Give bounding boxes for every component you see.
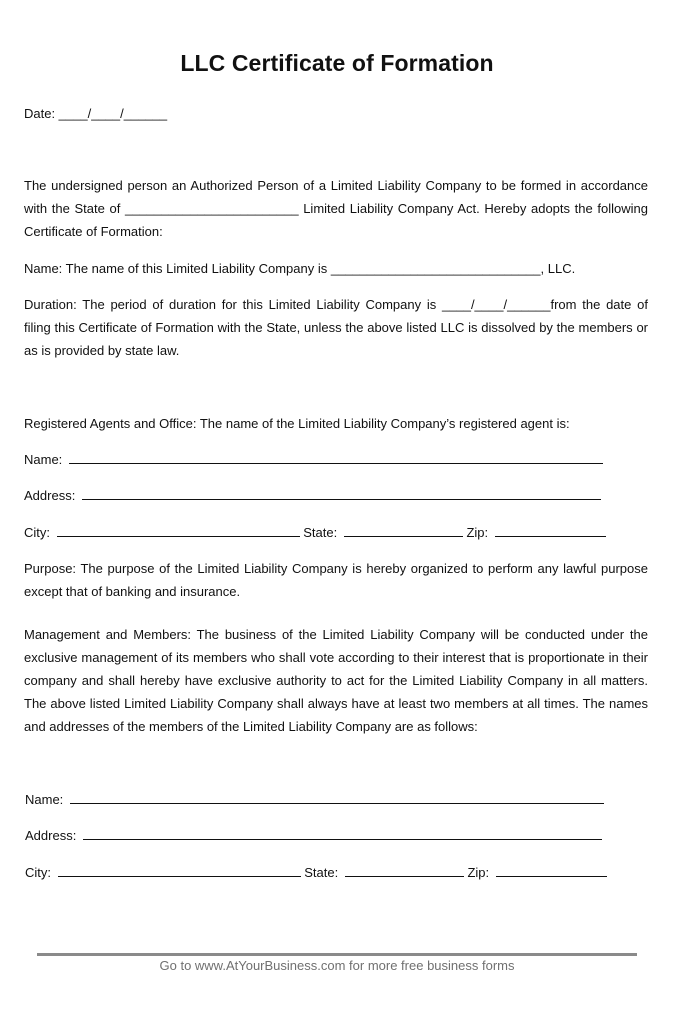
member-address-label: Address: bbox=[25, 828, 77, 843]
agent-city-label: City: bbox=[24, 525, 50, 540]
agent-name-blank[interactable] bbox=[69, 449, 603, 464]
agent-name-field bbox=[24, 448, 603, 471]
name-clause: Name: The name of this Limited Liability Company is _____________________________, LLC. bbox=[24, 261, 576, 276]
member-address-blank[interactable] bbox=[83, 825, 602, 840]
footer-divider bbox=[37, 953, 637, 956]
member-city-state-zip-field bbox=[25, 861, 607, 884]
agent-address-blank[interactable] bbox=[82, 485, 601, 500]
purpose-paragraph: Purpose: The purpose of the Limited Liability Company is hereby organized to perform any lawful purpose except that of banking and insurance. bbox=[24, 561, 648, 599]
member-zip-label: Zip: bbox=[467, 865, 490, 880]
intro-paragraph: The undersigned person an Authorized Person of a Limited Liability Company to be formed in accordance with the State of ________________________ Limited Liability Company Act. Hereby adopts the following Certificate of Formation: bbox=[24, 178, 648, 239]
footer-text: Go to www.AtYourBusiness.com for more free business forms bbox=[159, 958, 515, 973]
agent-zip-label: Zip: bbox=[466, 525, 489, 540]
agent-zip-blank[interactable] bbox=[495, 522, 606, 537]
member-city-label: City: bbox=[25, 865, 51, 880]
member-name-label: Name: bbox=[25, 792, 64, 807]
member-address-field bbox=[25, 824, 602, 847]
agent-state-label: State: bbox=[303, 525, 338, 540]
agent-name-label: Name: bbox=[24, 452, 63, 467]
management-paragraph: Management and Members: The business of the Limited Liability Company will be conducted under the exclusive management of its members who shall vote according to their interest that is proportionate in their company and shall hereby have exclusive authority to act for the Limited Liability Company in all matters. The above listed Limited Liability Company shall always have at least two members at all times. The names and addresses of the members of the Limited Liability Company are as follows: bbox=[24, 627, 648, 734]
date-line: Date: ____/____/______ bbox=[24, 106, 168, 121]
agent-city-state-zip-field bbox=[24, 521, 606, 544]
member-name-field bbox=[25, 788, 604, 811]
document-title: LLC Certificate of Formation bbox=[180, 50, 494, 76]
member-name-blank[interactable] bbox=[70, 789, 604, 804]
registered-agent-heading: Registered Agents and Office: The name of the Limited Liability Company’s registered agent is: bbox=[24, 416, 570, 431]
agent-address-label: Address: bbox=[24, 488, 76, 503]
agent-state-blank[interactable] bbox=[344, 522, 463, 537]
member-state-blank[interactable] bbox=[345, 862, 464, 877]
duration-paragraph: Duration: The period of duration for this Limited Liability Company is ____/____/______from the date of filing this Certificate of Formation with the State, unless the above listed LLC is dissolved by the members or as is provided by state law. bbox=[24, 297, 648, 358]
member-state-label: State: bbox=[304, 865, 339, 880]
agent-city-blank[interactable] bbox=[57, 522, 300, 537]
member-zip-blank[interactable] bbox=[496, 862, 607, 877]
member-city-blank[interactable] bbox=[58, 862, 301, 877]
agent-address-field bbox=[24, 484, 601, 507]
